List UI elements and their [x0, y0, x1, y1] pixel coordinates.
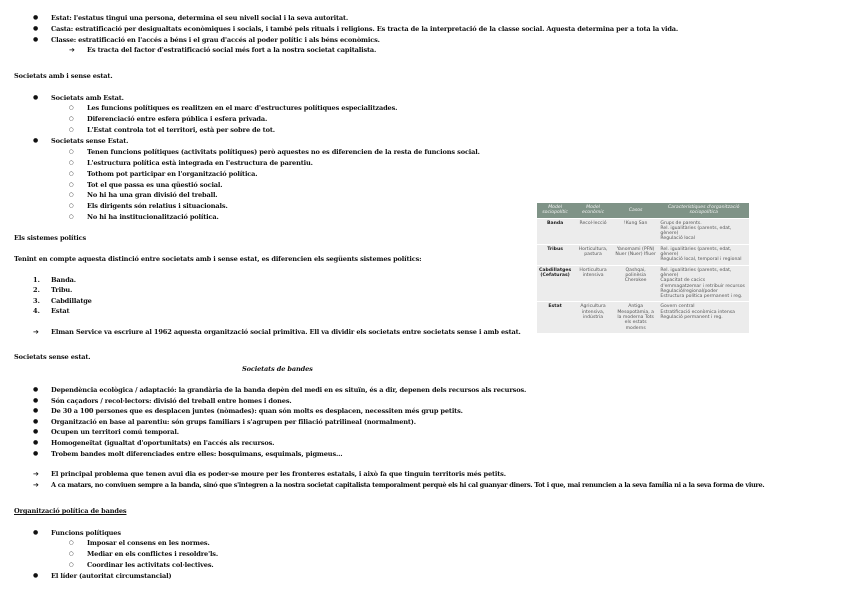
bullet-icon: ● [33, 529, 39, 536]
list-item: Estat [51, 307, 70, 315]
table-cell: Cabdillatges (Cefaturas) [537, 265, 573, 302]
list-item: L'estructura política està integrada en l'estructura de parentiu. [87, 159, 313, 167]
table-header: Característiques d'organització sociopolítica [658, 203, 749, 218]
table-cell: Antiga Mesopotàmia, a la moderna Tots els estats moderns [613, 302, 659, 333]
bullet-icon: ● [33, 407, 39, 414]
list-item: Són caçadors / recol·lectors: divisió del treball entre homes i dones. [51, 397, 292, 405]
table-row [537, 244, 749, 265]
circle-bullet-icon: ○ [69, 203, 74, 209]
list-item: No hi ha una gran divisió del treball. [87, 191, 218, 199]
circle-bullet-icon: ○ [69, 551, 74, 557]
list-item: Les funcions polítiques es realitzen en el marc d'estructures polítiques especialitzades. [87, 104, 398, 112]
table-header-row [537, 203, 749, 218]
circle-bullet-icon: ○ [69, 149, 74, 155]
bullet-icon: ● [33, 397, 39, 404]
circle-bullet-icon: ○ [69, 182, 74, 188]
table-row [537, 218, 749, 244]
arrow-right-icon: ➔ [33, 470, 39, 478]
table-cell: Tribus [537, 244, 573, 265]
table-row [537, 265, 749, 302]
arrow-right-icon: ➔ [33, 481, 39, 489]
table-header: Model sociopolític [537, 203, 573, 218]
bullet-icon: ● [33, 418, 39, 425]
bullet-icon: ● [33, 572, 39, 579]
arrow-right-icon: ➔ [69, 46, 75, 54]
section-heading: Societats amb i sense estat. [14, 72, 113, 80]
list-item: Banda. [51, 276, 76, 284]
section-heading: Els sistemes polítics [14, 234, 87, 242]
section-heading: Societats sense estat. [14, 353, 91, 361]
table-cell: Estat [537, 302, 573, 333]
paragraph: Casta: estratificació per desigualtats econòmiques i socials, i també pels rituals i religions. Es tracta de la interpretació de la classe social. Aquesta determina per a tota la vida. [51, 25, 679, 33]
list-item: Tribu. [51, 286, 73, 294]
sociopolitical-models-table [537, 203, 749, 333]
list-item: Els dirigents són relatius i situacionals. [87, 202, 228, 210]
paragraph: Tenint en compte aquesta distinció entre societats amb i sense estat, es diferencien els següents sistemes polítics: [14, 255, 422, 263]
list-item: Cabdillatge [51, 297, 92, 305]
list-item: El líder (autoritat circumstancial) [51, 572, 172, 580]
table-cell: Grups de parents. Rel. igualitàries (parents, edat, gènere) Regulació local [658, 218, 749, 244]
table-cell: Horticultura intensiva [573, 265, 613, 302]
paragraph: Estat: l'estatus tingui una persona, determina el seu nivell social i la seva autoritat. [51, 14, 348, 22]
table-header: Casos [613, 203, 659, 218]
paragraph: Classe: estratificació en l'accés a béns i el grau d'accés al poder polític i als béns econòmics. [51, 36, 380, 44]
bullet-icon: ● [33, 14, 39, 21]
table-cell: !Kung San [613, 218, 659, 244]
circle-bullet-icon: ○ [69, 127, 74, 133]
list-item: Mediar en els conflictes i resoldre'ls. [87, 550, 219, 558]
list-number: 2. [33, 286, 40, 294]
paragraph: Es tracta del factor d'estratificació social més fort a la nostra societat capitalista. [87, 46, 377, 54]
circle-bullet-icon: ○ [69, 171, 74, 177]
list-item: Homogeneïtat (igualtat d'oportunitats) en l'accés als recursos. [51, 439, 275, 447]
list-item: Funcions polítiques [51, 529, 121, 537]
bullet-icon: ● [33, 25, 39, 32]
circle-bullet-icon: ○ [69, 562, 74, 568]
list-item: Ocupen un territori comú temporal. [51, 428, 179, 436]
circle-bullet-icon: ○ [69, 214, 74, 220]
list-item: Tenen funcions polítiques (activitats polítiques) però aquestes no es diferencien de la resta de funcions social. [87, 148, 480, 156]
arrow-right-icon: ➔ [33, 328, 39, 336]
list-number: 1. [33, 276, 40, 284]
list-item: Imposar el consens en les normes. [87, 539, 210, 547]
table-cell: Govern central Estratificació econòmica intensa Regulació permanent i reg. [658, 302, 749, 333]
table-cell: Agricultura intensiva, indústria [573, 302, 613, 333]
table-cell: Rel. igualitàries (parents, edat, gènere) Capacitat de cacics d'emmagatzemar i retribuir recursos Regulació/regional/poder Estructura política permanent i reg. [658, 265, 749, 302]
list-item: Dependència ecològica / adaptació: la grandària de la banda depèn del medi en es situïn, és a dir, depenen dels recursos als recursos. [51, 386, 527, 394]
list-item: Organització en base al parentiu: són grups familiars i s'agrupen per filiació patrilineal (normalment). [51, 418, 416, 426]
section-heading: Organització política de bandes [14, 507, 127, 515]
table-row [537, 302, 749, 333]
paragraph: Elman Service va escriure al 1962 aquesta organització social primitiva. Ell va dividir els societats entre societats sense i amb estat. [51, 328, 521, 336]
subsection-heading: Societats de bandes [242, 365, 313, 373]
bullet-icon: ● [33, 137, 39, 144]
list-item: Diferenciació entre esfera pública i esfera privada. [87, 115, 268, 123]
circle-bullet-icon: ○ [69, 105, 74, 111]
list-item: Tot el que passa es una qüestió social. [87, 181, 223, 189]
bullet-icon: ● [33, 439, 39, 446]
table-cell: Horticultura, pastura [573, 244, 613, 265]
bullet-icon: ● [33, 450, 39, 457]
list-item: Coordinar les activitats col·lectives. [87, 561, 214, 569]
list-item: No hi ha institucionalització política. [87, 213, 219, 221]
circle-bullet-icon: ○ [69, 116, 74, 122]
list-number: 4. [33, 307, 40, 315]
table-cell: Banda [537, 218, 573, 244]
circle-bullet-icon: ○ [69, 160, 74, 166]
list-item: Societats amb Estat. [51, 94, 124, 102]
bullet-icon: ● [33, 94, 39, 101]
paragraph: El principal problema que tenen avui dia es poder-se moure per les fronteres estatals, i això fa que tinguin territoris més petits. [51, 470, 506, 478]
paragraph: A ca matars, no conviuen sempre a la banda, sinó que s'integren a la nostra societat capitalista temporalment perquè els hi cal guanyar diners. Tot i que, mai renuncien a la seva família ni a la seva forma de viure. [51, 481, 765, 489]
table-cell: Yanomami (PFN) Nuer (Nuer) Ifiuer [613, 244, 659, 265]
table-cell: Qashqai, polinèsia Cherokee [613, 265, 659, 302]
list-number: 3. [33, 297, 40, 305]
bullet-icon: ● [33, 386, 39, 393]
table-cell: Recol·lecció [573, 218, 613, 244]
circle-bullet-icon: ○ [69, 540, 74, 546]
bullet-icon: ● [33, 428, 39, 435]
table-cell: Rel. igualitàries (parents, edat, gènere) Regulació local, temporal i regional [658, 244, 749, 265]
list-item: Societats sense Estat. [51, 137, 129, 145]
list-item: L'Estat controla tot el territori, està per sobre de tot. [87, 126, 275, 134]
table-header: Model econòmic [573, 203, 613, 218]
circle-bullet-icon: ○ [69, 192, 74, 198]
bullet-icon: ● [33, 36, 39, 43]
list-item: De 30 a 100 persones que es desplacen juntes (nòmades): quan són molts es desplacen, necessiten més grup petits. [51, 407, 463, 415]
list-item: Tothom pot participar en l'organització política. [87, 170, 258, 178]
list-item: Trobem bandes molt diferenciades entre elles: bosquimans, esquimals, pigmeus… [51, 450, 343, 458]
